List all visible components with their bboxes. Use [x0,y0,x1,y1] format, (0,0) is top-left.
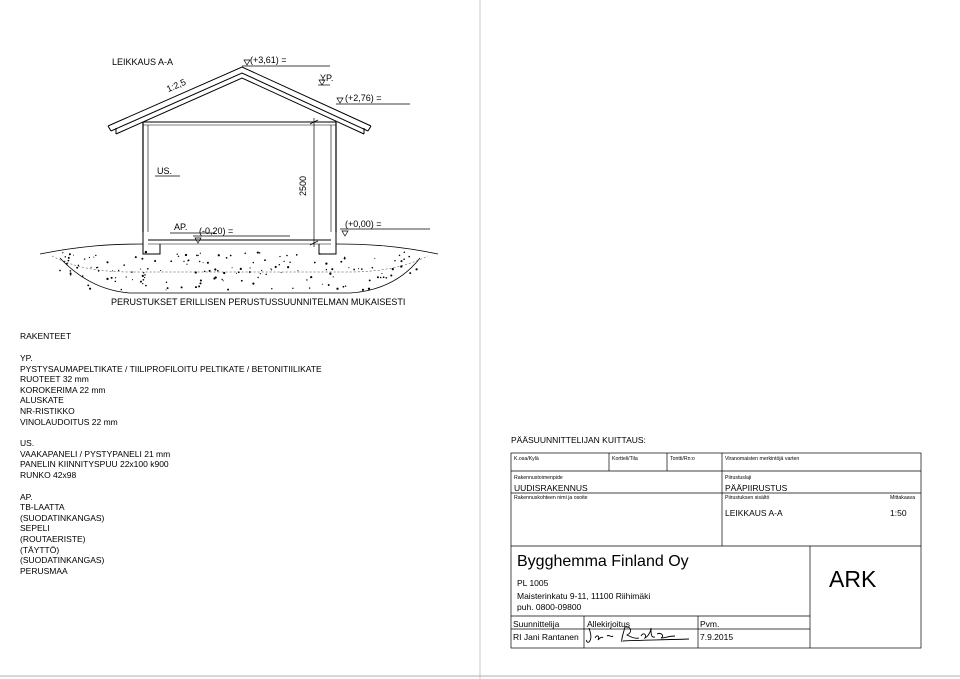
structure-layer: ALUSKATE [20,395,64,406]
structure-layer: SEPELI [20,523,50,534]
kortteli-label: Kortteli/Tila [612,456,638,462]
structure-layer: PANELIN KIINNITYSPUU 22x100 k900 [20,459,169,470]
structure-layer: TB-LAATTA [20,502,65,513]
date-label: Pvm. [700,619,720,629]
structures-heading: RAKENTEET [20,331,72,341]
structure-group-label: AP. [20,491,33,502]
structure-layer: (ROUTAERISTE) [20,533,86,544]
structure-layer: (SUODATINKANGAS) [20,555,105,566]
signature-label: Allekirjoitus [587,619,630,629]
designer-value: RI Jani Rantanen [513,632,579,642]
ridge-level: (+3,61) = [250,55,287,65]
structure-layer: PERUSMAA [20,565,68,576]
foundation-note: PERUSTUKSET ERILLISEN PERUSTUSSUUNNITELMAN MUKAISESTI [111,297,406,307]
drawing-type-label: Piirustuslaji [725,475,752,481]
structure-group-label: YP. [20,353,33,363]
date-value: 7.9.2015 [700,632,734,642]
structure-layer: (TÄYTTÖ) [20,544,60,555]
designer-label: Suunnittelija [513,619,560,629]
scale-label: Mittakaava [890,495,916,501]
roof-slope: 1:2,5 [165,76,188,95]
structure-layer: NR-RISTIKKO [20,405,75,416]
object-label: Rakennuskohteen nimi ja osoite [514,495,588,501]
content-label: Piirustuksen sisältö [725,495,770,501]
company-address: Maisterinkatu 9-11, 11100 Riihimäki [517,591,651,601]
ground-level: (-0,20) = [199,226,234,236]
approval-label: PÄÄSUUNNITTELIJAN KUITTAUS: [511,435,646,445]
floor-level: (+0,00) = [345,219,382,229]
structure-layer: KOROKERIMA 22 mm [20,384,106,395]
content-value: LEIKKAUS A-A [725,508,783,518]
company-name: Bygghemma Finland Oy [517,553,689,570]
drawing-type-value: PÄÄPIIRUSTUS [725,483,788,493]
floor-type-label: AP. [174,222,188,232]
ark-mark: ARK [829,566,877,592]
structure-layer: PYSTYSAUMAPELTIKATE / TIILIPROFILOITU PELTIKATE / BETONITIILIKATE [20,363,322,374]
measure-value: UUDISRAKENNUS [514,483,588,493]
measure-label: Rakennustoimenpide [514,475,563,481]
structure-layer: RUOTEET 32 mm [20,374,89,385]
structure-group-label: US. [20,438,35,449]
scale-value: 1:50 [890,508,907,518]
structure-layer: (SUODATINKANGAS) [20,512,105,523]
wall-type-label: US. [157,166,173,176]
signature-drawing [585,624,695,646]
structure-layer: VAAKAPANELI / PYSTYPANELI 21 mm [20,448,171,459]
structure-layer: VINOLAUDOITUS 22 mm [20,416,118,427]
kosa-label: K.osa/Kylä [514,456,539,462]
tontti-label: Tontti/Rn:o [670,456,695,462]
company-phone: puh. 0800-09800 [517,602,582,612]
structure-layer: RUNKO 42x98 [20,469,77,480]
height-dim-text: 2500 [298,175,308,196]
company-po-box: PL 1005 [517,578,549,588]
eave-level: (+2,76) = [345,93,382,103]
section-title: LEIKKAUS A-A [112,57,174,67]
authority-label: Viranomaisten merkintöjä varten [725,456,800,462]
roof-type-label: YP. [320,73,334,83]
